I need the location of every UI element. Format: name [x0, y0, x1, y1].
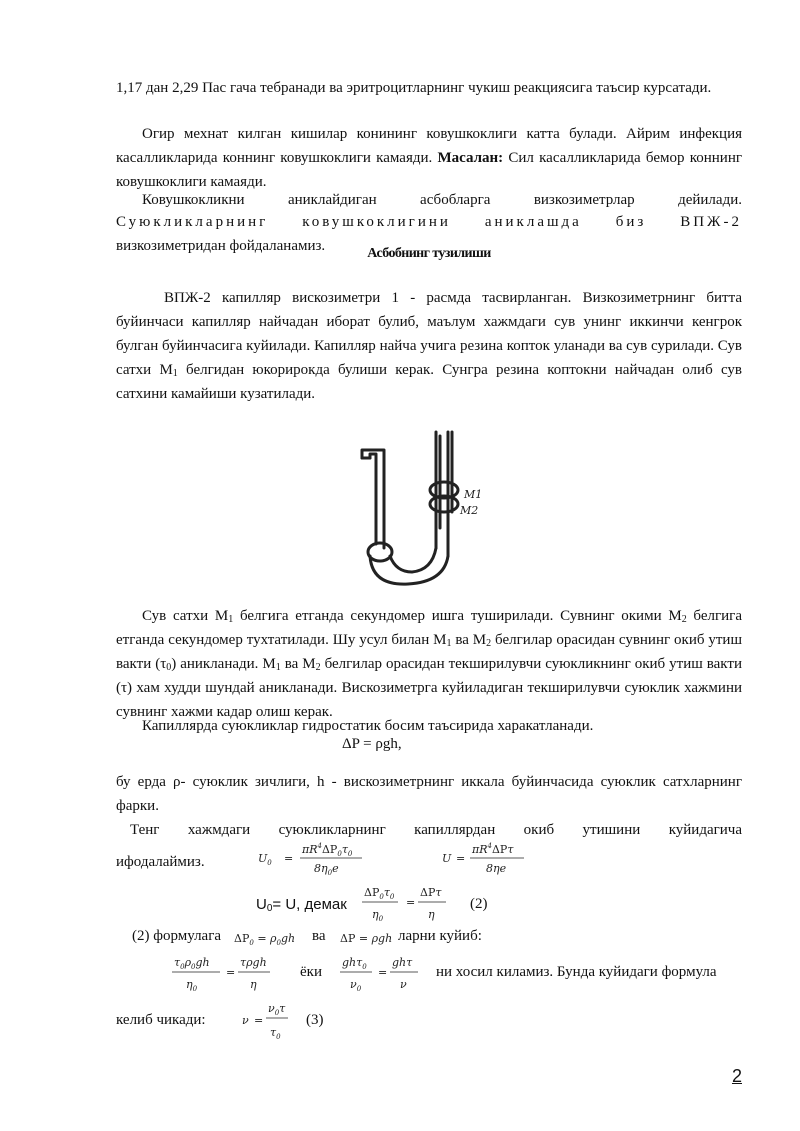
text-derived: келиб чикади:: [116, 1012, 206, 1028]
text-substituting: ларни куйиб:: [398, 928, 482, 944]
label-m1: М1: [464, 488, 483, 501]
svg-text:ΔP = ρgh: ΔP = ρgh: [340, 932, 393, 945]
svg-text:ghτ0: ghτ$_0$: [342, 956, 367, 971]
paragraph-device-description: ВПЖ-2 капилляр вискозиметри 1 - расмда тасвирланган. Визкозиметрнинг битта буйинчаси капилляр найчадан иборат булиб, маълум хажмдаги сув унинг иккинчи кенгрок булган буйинчасига куйилади. Капилляр найча учига резина копток уланади ва сув сурилади. Сув сатхи $М_1$ белгидан юкорирокда булиши керак. Сунгра резина коптокни найчадан олиб сув сатхини камайиши кузатилади.: [116, 290, 742, 402]
equation-number-2: (2): [470, 896, 488, 912]
equation-number-3: (3): [306, 1012, 324, 1028]
svg-text:=: =: [254, 1014, 264, 1027]
paragraph-flow-line2: ифодалаймиз.: [116, 854, 205, 870]
svg-text:τρgh: τρgh: [240, 956, 267, 969]
formula-ratio: [362, 880, 452, 924]
svg-text:=: =: [378, 966, 388, 979]
formula-dp: [338, 928, 402, 948]
svg-text:=: =: [456, 852, 466, 865]
paragraph-blood-viscosity: Огир мехнат килган кишилар конининг ковушкоклиги катта булади. Айрим инфекция касалликларида коннинг ковушкоклиги камаяди. Масалан: Сил касалликларида бемор коннинг ковушкоклиги камаяди.: [116, 126, 743, 190]
viscometer-figure: [352, 428, 492, 592]
svg-text:ΔP0 = ρ0gh: $\Delta P_0 = \rho_0gh$: [234, 932, 296, 947]
svg-text:ν0τ: $\nu_0\tau$: [268, 1002, 286, 1017]
text-or: ёки: [300, 964, 322, 980]
svg-text:η: η: [250, 978, 257, 991]
svg-text:8ηe: 8ηe: [486, 862, 507, 875]
page-number: 2: [731, 1066, 742, 1086]
paragraph-viscometers-line1: Ковушкокликни аниклайдиган асбобларга визкозиметрлар дейилади.: [142, 192, 742, 208]
equation-pressure: ΔP = ρgh,: [342, 736, 402, 752]
svg-text:ν: ν: [400, 978, 407, 991]
formula-nu: [240, 998, 290, 1042]
paragraph-flow-line1: Тенг хажмдаги суюкликларнинг капиллярдан окиб утишини куйидагича: [130, 822, 742, 838]
svg-text:τ0ρ0gh: $\tau_0\rho_0gh$: [174, 956, 210, 971]
example-label: Масалан:: [437, 150, 504, 166]
svg-text:=: =: [226, 966, 236, 979]
svg-text:=: =: [406, 896, 416, 909]
svg-text:πR4ΔPτ: $\pi R^4\Delta P\tau$: [472, 842, 514, 856]
text-and: ва: [312, 928, 326, 944]
svg-text:U0: $U_0$: [258, 852, 272, 867]
svg-text:πR4ΔP0τ0: $\pi R^4\Delta P_0\tau_0$: [302, 842, 353, 858]
svg-text:=: =: [284, 852, 294, 865]
formula-u0: [256, 838, 366, 878]
svg-text:ν0: $\nu_0$: [350, 978, 362, 993]
paragraph-viscometers-line2: Суюкликларнинг ковушкоклигини аниклашда биз ВПЖ-2 визкозиметридан фойдаланамиз.: [116, 214, 742, 254]
svg-text:ghτ: ghτ: [392, 956, 413, 969]
svg-text:η: η: [428, 908, 435, 921]
text-we-get: ни хосил киламиз. Бунда куйидаги формула: [436, 964, 717, 980]
svg-text:8η0e: $8\eta_0e$: [314, 862, 339, 877]
svg-text:τ0: $\tau_0$: [270, 1026, 281, 1041]
paragraph-procedure: Сув сатхи $М_1$ белгига етганда секундомер ишга туширилади. Сувнинг окими $М_2$ белгига етганда секундомер тухтатилади. Шу усул билан $М_1$ ва $М_2$ белгилар орасидан сувнинг окиб утиш вакти $(\tau_0)$ аникланади. $М_1$ ва $М_2$ белгилар орасидан текширилувчи суюкликнинг окиб утиш вакти (τ) хам худди шундай аникланади. Вискозиметрга куйиладиган текширилувчи суюклик хажмини сувнинг хажми кадар олиш керак.: [116, 608, 742, 720]
svg-text:ΔPτ: ΔPτ: [420, 886, 442, 899]
label-m2: М2: [460, 504, 479, 517]
svg-text:U: U: [442, 852, 452, 865]
formula-u: [440, 838, 540, 878]
paragraph-viscosity-range: 1,17 дан 2,29 Пас гача тебранади ва эритроцитларнинг чукиш реакциясига таъсир курсатади.: [116, 80, 712, 96]
equation-u-equal: $U_0= U$, демак: [256, 896, 347, 914]
svg-text:ΔP0τ0: $\Delta P_0\tau_0$: [364, 886, 395, 901]
svg-text:η0: $\eta_0$: [186, 978, 198, 993]
formula-dp0: [232, 928, 298, 948]
formula-tau-rho: [170, 950, 274, 994]
formula-gh-tau: [338, 950, 422, 994]
section-heading: Асбобнинг тузилиши: [367, 246, 491, 261]
text-formula-substitution: (2) формулага: [132, 928, 222, 944]
svg-text:η0: $\eta_0$: [372, 908, 384, 923]
paragraph-where: бу ерда ρ- суюклик зичлиги, h - вискозиметрнинг иккала буйинчасида суюклик сатхларнинг фарки.: [116, 774, 742, 814]
svg-text:ν: ν: [242, 1014, 249, 1027]
paragraph-hydrostatic: Капиллярда суюкликлар гидростатик босим таъсирида харакатланади.: [142, 718, 594, 734]
